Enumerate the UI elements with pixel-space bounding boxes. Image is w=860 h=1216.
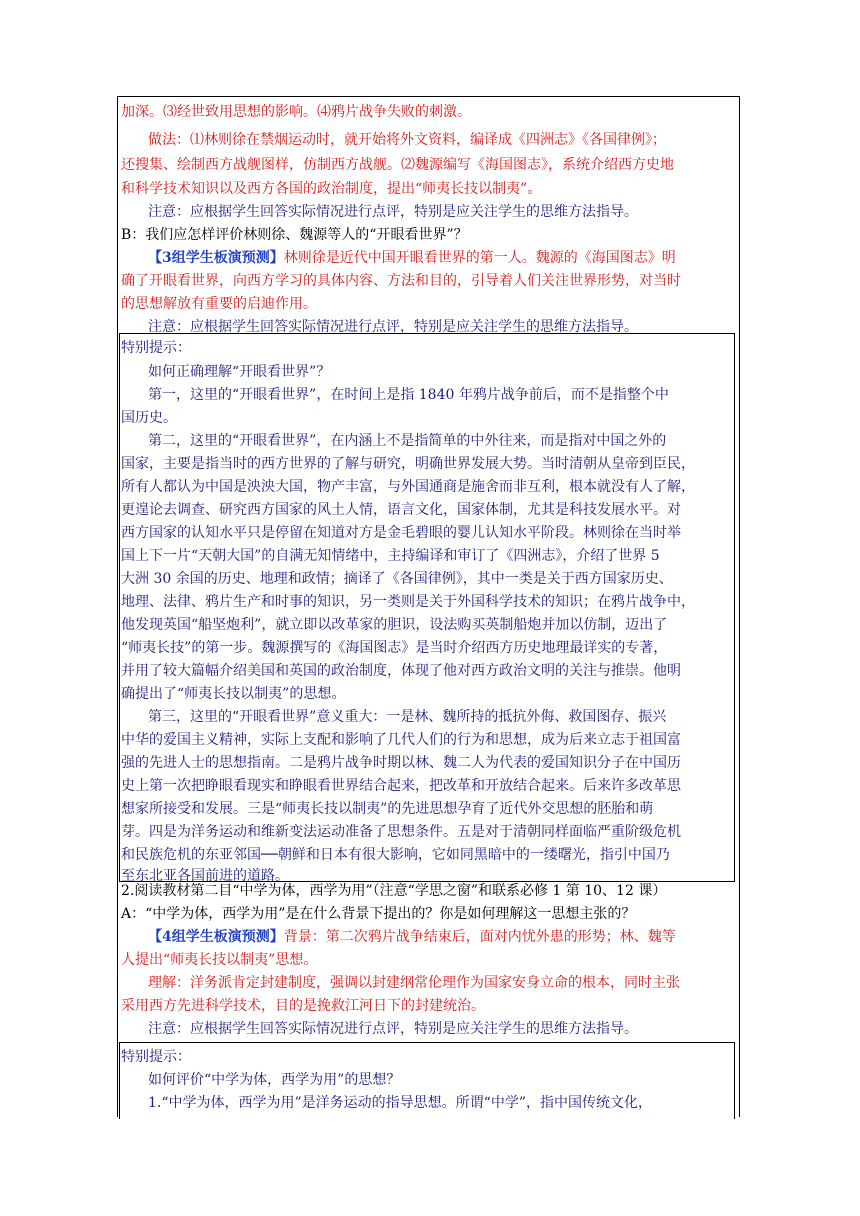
text-line: 史上第一次把睁眼看现实和睁眼看世界结合起来，把改革和开放结合起来。后来许多改革思 [121, 778, 681, 794]
text-line [148, 927, 735, 947]
text-line: 采用西方先进科学技术，目的是挽救江河日下的封建统治。 [121, 998, 485, 1014]
note-line: 注意：应根据学生回答实际情况进行点评，特别是应关注学生的思维方法指导。 [148, 319, 638, 335]
text-line: 确了开眼看世界，向西方学习的具体内容、方法和目的，引导着人们关注世界形势，对当时 [121, 273, 681, 289]
text-line: 国历史。 [121, 410, 177, 426]
text-span: 林则徐是近代中 [283, 250, 382, 266]
text-line: 大洲 30 余国的历史、地理和政情；摘译了《各国律例》，其中一类是关于西方国家历史、 [121, 571, 673, 587]
text-line: 地理、法律、鸦片生产和时事的知识，另一类则是关于外国科学技术的知识；在鸦片战争中， [121, 594, 695, 610]
text-line: 国家，主要是指当时的西方世界的了解与研究，明确世界发展大势。当时清朝从皇帝到臣民， [121, 456, 695, 472]
text-line: 第二，这里的“开眼看世界”，在内涵上不是指简单的中外往来，而是指对中国之外的 [148, 433, 667, 449]
text-span: 国开眼看世界的第一人。魏源的《海国图志》明 [381, 250, 676, 266]
text-line: 强的先进人士的思想指南。二是鸦片战争时期以林、魏二人为代表的爱国知识分子在中国历 [121, 755, 681, 771]
text-line: 1.“中学为体，西学为用”是洋务运动的指导思想。所谓“中学”，指中国传统文化， [148, 1095, 652, 1111]
text-line: 理解：洋务派肯定封建制度，强调以封建纲常伦理作为国家安身立命的根本，同时主张 [148, 975, 680, 991]
group3-tag: 【3组学生板演预测】 [148, 250, 284, 266]
question-a: A：“中学为体，西学为用”是在什么背景下提出的？你是如何理解这一思想主张的？ [121, 906, 636, 922]
text-span: 背景：第二次鸦片战争结束后，面对内忧外患的形势；林、魏等 [283, 929, 676, 945]
text-line: 第一，这里的“开眼看世界”，在时间上是指 1840 年鸦片战争前后，而不是指整个中 [148, 387, 669, 403]
text-line: 第三，这里的“开眼看世界”意义重大：一是林、魏所持的抵抗外侮、救国图存、振兴 [148, 709, 667, 725]
text-line: 芽。四是为洋务运动和维新变法运动准备了思想条件。五是对于清朝同样面临严重阶级危机 [121, 824, 681, 840]
text-line: 想家所接受和发展。三是“师夷长技以制夷”的先进思想孕育了近代外交思想的胚胎和萌 [121, 801, 654, 817]
text-line: “师夷长技”的第一步。魏源撰写的《海国图志》是当时介绍西方历史地理最详实的专著， [121, 640, 668, 656]
tip-title: 特别提示： [121, 1049, 191, 1065]
text-span: 做法：⑴林则徐在禁烟运动时，就开始将外 [148, 132, 414, 148]
text-line: 西方国家的认知水平只是停留在知道对方是金毛碧眼的婴儿认知水平阶段。林则徐在当时举 [121, 525, 681, 541]
note-line: 注意：应根据学生回答实际情况进行点评，特别是应关注学生的思维方法指导。 [148, 1021, 638, 1037]
group4-tag: 【4组学生板演预测】 [148, 929, 284, 945]
text-line: 的思想解放有重要的启迪作用。 [121, 296, 317, 312]
text-span: 文资料，编译成《四洲志》《各国律例》； [414, 132, 666, 148]
text-line: 中华的爱国主义精神，实际上支配和影响了几代人们的行为和思想，成为后来立志于祖国富 [121, 732, 681, 748]
tip-question: 如何评价“中学为体，西学为用”的思想？ [148, 1072, 401, 1088]
text-line: 人提出“师夷长技以制夷”思想。 [121, 952, 318, 968]
text-line [148, 248, 735, 268]
text-line: 至东北亚各国前进的道路。 [121, 868, 289, 884]
text-line: 还搜集、绘制西方战舰图样，仿制西方战舰。⑵魏源编写《海国图志》，系统介绍西方史地 [121, 157, 674, 173]
text-line: 和科学技术知识以及西方各国的政治制度，提出“师夷长技以制夷”。 [121, 181, 542, 197]
tip-question: 如何正确理解“开眼看世界”？ [148, 364, 331, 380]
text-line: 国上下一片“天朝大国”的自满无知情绪中，主持编译和审订了《四洲志》，介绍了世界 5 [121, 548, 660, 564]
text-line: 加深。⑶经世致用思想的影响。⑷鸦片战争失败的刺激。 [121, 104, 471, 120]
note-line: 注意：应根据学生回答实际情况进行点评，特别是应关注学生的思维方法指导。 [148, 204, 638, 220]
text-line: 更遑论去调查、研究西方国家的风土人情，语言文化，国家体制，尤其是科技发展水平。对 [121, 502, 681, 518]
text-line: 并用了较大篇幅介绍美国和英国的政治制度，体现了他对西方政治文明的关注与推崇。他明 [121, 663, 681, 679]
text-line: 确提出了“师夷长技以制夷”的思想。 [121, 686, 346, 702]
section-2-heading: 2.阅读教材第二目“中学为体，西学为用”（注意“学思之窗”和联系必修 1 第 10、12 课） [121, 883, 667, 899]
text-line [148, 130, 735, 150]
text-line: 和民族危机的东亚邻国──朝鲜和日本有很大影响，它如同黑暗中的一缕曙光，指引中国乃 [121, 847, 670, 863]
tip-title: 特别提示： [121, 340, 191, 356]
text-line: 他发现英国“船坚炮利”，就立即以改革家的胆识，设法购买英制船炮并加以仿制，迈出了 [121, 617, 668, 633]
question-b: B：我们应怎样评价林则徐、魏源等人的“开眼看世界”？ [121, 227, 468, 243]
text-line: 所有人都认为中国是泱泱大国，物产丰富，与外国通商是施舍而非互利，根本就没有人了解， [121, 479, 695, 495]
